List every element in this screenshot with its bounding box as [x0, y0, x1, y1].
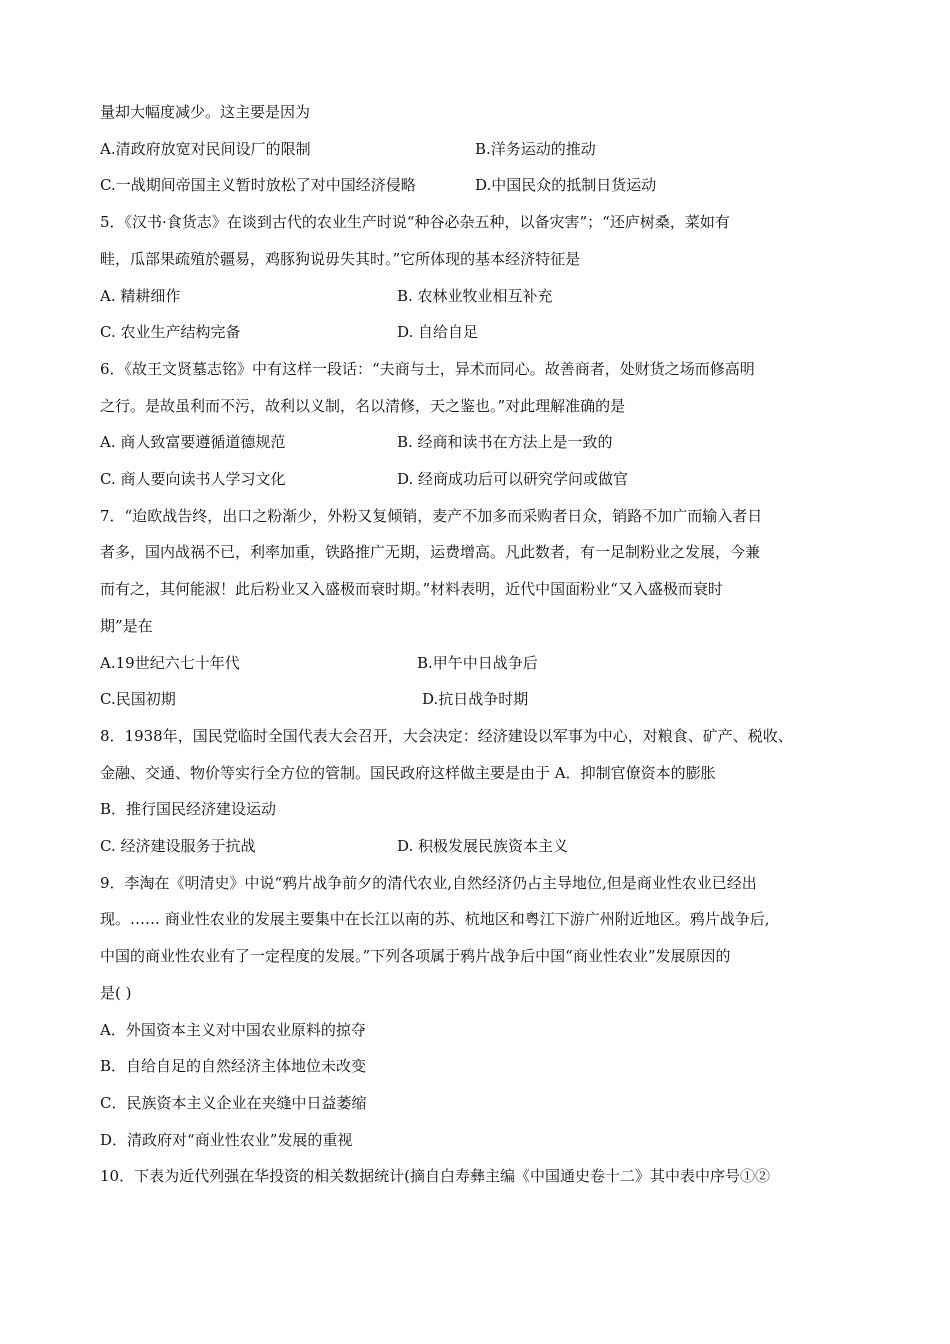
q4-option-a: A.清政府放宽对民间设厂的限制	[100, 139, 311, 158]
q5-option-a: A. 精耕细作	[100, 286, 181, 305]
q7-option-c: C.民国初期	[100, 690, 176, 709]
q8-stem-line-2: 金融、交通、物价等实行全方位的管制。国民政府这样做主要是由于 A．抑制官僚资本的膨胀	[100, 763, 716, 782]
q7-stem-line-3: 而有之，其何能淑！此后粉业又入盛极而衰时期。”材料表明，近代中国面粉业“又入盛极而衰时	[100, 580, 723, 599]
q4-options-row-1	[100, 131, 860, 168]
q9-stem-line-1: 9．李淘在《明清史》中说“鸦片战争前夕的清代农业,自然经济仍占主导地位,但是商业性农业已经出	[100, 873, 757, 892]
q9-stem-line-2: 现。…… 商业性农业的发展主要集中在长江以南的苏、杭地区和粤江下游广州附近地区。鸦片战争后,	[100, 910, 770, 929]
q5-option-b: B. 农林业牧业相互补充	[397, 286, 553, 305]
q6-stem-line-2: 之行。是故虽利而不污，故利以义制，名以清修，天之鉴也。”对此理解准确的是	[100, 396, 626, 415]
q6-option-d: D. 经商成功后可以研究学问或做官	[397, 470, 629, 489]
q7-stem-line-4: 期”是在	[100, 616, 153, 635]
q8-option-c: C. 经济建设服务于抗战	[100, 837, 256, 856]
q7-options-row-1	[100, 645, 860, 682]
q5-stem-line-2: 畦，瓜部果疏殖於疆易，鸡豚狗说毋失其时。”它所体现的基本经济特征是	[100, 249, 581, 268]
exam-page	[100, 94, 860, 1195]
q9-stem-line-3: 中国的商业性农业有了一定程度的发展。”下列各项属于鸦片战争后中国“商业性农业”发展原因的	[100, 947, 731, 966]
q4-option-b: B.洋务运动的推动	[475, 139, 596, 158]
q9-option-b: B．自给自足的自然经济主体地位未改变	[100, 1057, 367, 1076]
q5-option-d: D. 自给自足	[397, 323, 479, 342]
q9-stem-line-4: 是( )	[100, 983, 132, 1002]
q6-option-a: A. 商人致富要遵循道德规范	[100, 433, 286, 452]
q6-option-b: B. 经商和读书在方法上是一致的	[397, 433, 613, 452]
q8-option-b: B．推行国民经济建设运动	[100, 800, 277, 819]
q8-option-d: D. 积极发展民族资本主义	[397, 837, 569, 856]
q4-options-row-2	[100, 167, 860, 204]
q7-stem-line-2: 者多，国内战祸不已，利率加重，铁路推广无期，运费增高。凡此数者，有一足制粉业之发展，今兼	[100, 543, 761, 562]
q5-option-c: C. 农业生产结构完备	[100, 323, 241, 342]
q8-stem-line-1: 8．1938年，国民党临时全国代表大会召开，大会决定：经济建设以军事为中心，对粮食、矿产、税收、	[100, 726, 793, 745]
q6-options-row-2	[100, 461, 860, 498]
q5-options-row-2	[100, 314, 860, 351]
q7-option-d: D.抗日战争时期	[422, 690, 529, 709]
q6-option-c: C. 商人要向读书人学习文化	[100, 470, 286, 489]
q5-options-row-1	[100, 278, 860, 315]
q6-stem-line-1: 6．《故王文贤墓志铭》中有这样一段话：“夫商与士，异术而同心。故善商者，处财货之场而修高明	[100, 359, 755, 378]
q7-option-b: B.甲午中日战争后	[417, 653, 538, 672]
q9-option-a: A．外国资本主义对中国农业原料的掠夺	[100, 1020, 366, 1039]
q7-stem-line-1: 7．“迨欧战告终，出口之粉渐少，外粉又复倾销，麦产不加多而采购者日众，销路不加广而输入者日	[100, 506, 763, 525]
q9-option-d: D．清政府对“商业性农业”发展的重视	[100, 1130, 353, 1149]
q10-stem-line-1: 10．下表为近代列强在华投资的相关数据统计(摘自白寿彝主编《中国通史卷十二》其中表中序号①②	[100, 1167, 770, 1186]
q4-option-d: D.中国民众的抵制日货运动	[475, 176, 657, 195]
q5-stem-line-1: 5．《汉书·食货志》在谈到古代的农业生产时说“种谷必杂五种，以备灾害”；“还庐树桑，菜如有	[100, 213, 730, 232]
q4-option-c: C.一战期间帝国主义暂时放松了对中国经济侵略	[100, 176, 416, 195]
q7-options-row-2	[100, 681, 860, 718]
q9-option-c: C．民族资本主义企业在夹缝中日益萎缩	[100, 1093, 367, 1112]
q4-stem-tail: 量却大幅度减少。这主要是因为	[100, 103, 311, 121]
q6-options-row-1	[100, 424, 860, 461]
q8-options-row-cd	[100, 828, 860, 865]
q7-option-a: A.19世纪六七十年代	[100, 653, 240, 672]
